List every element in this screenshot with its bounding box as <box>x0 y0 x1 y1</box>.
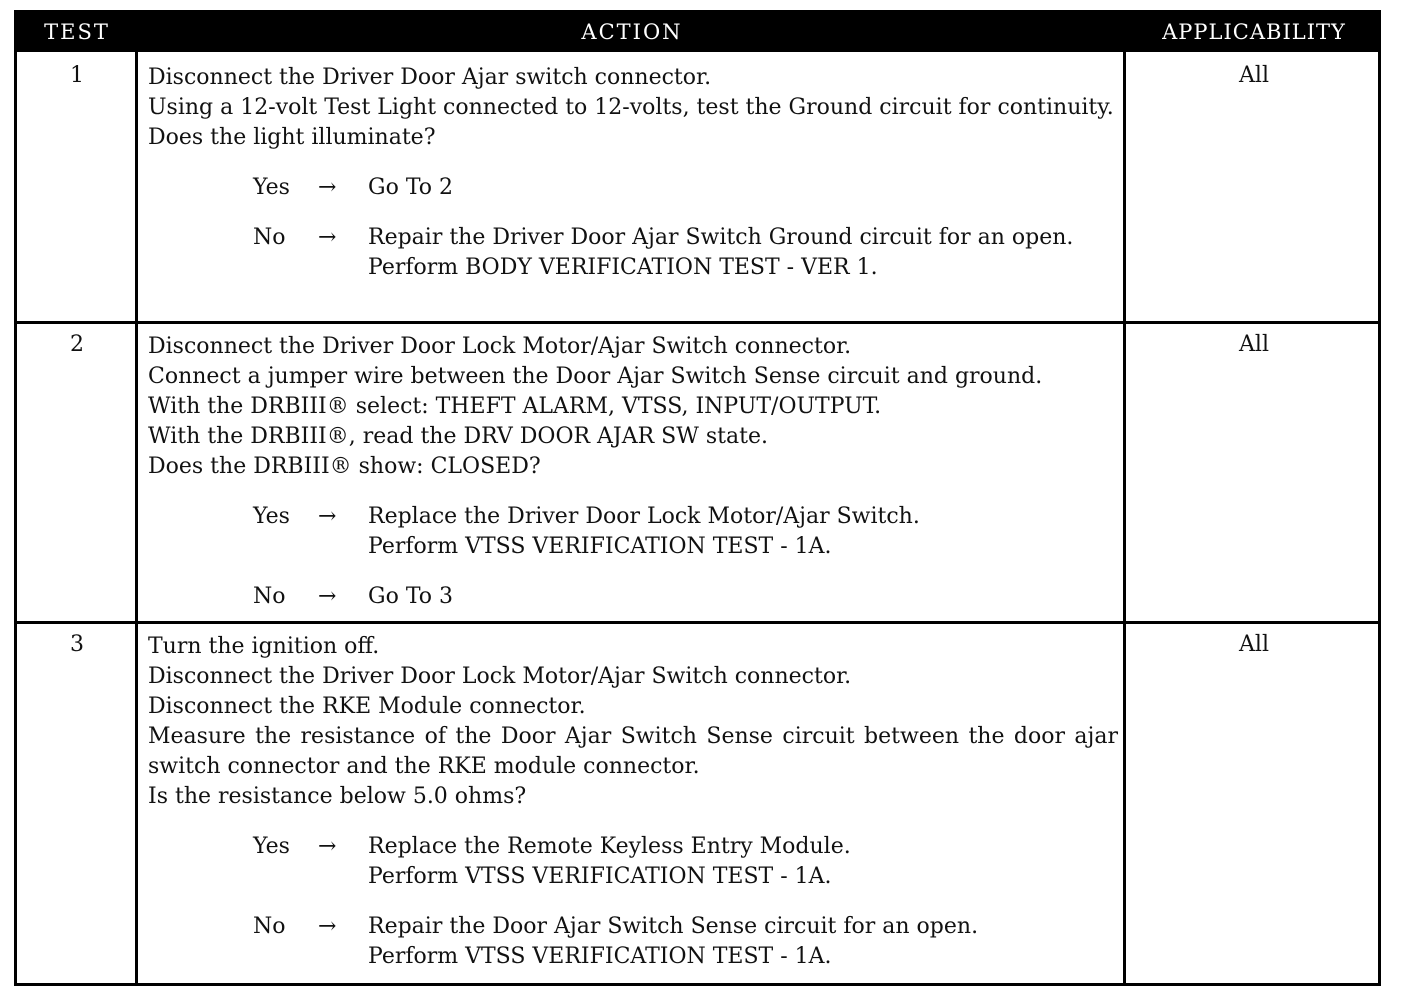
yes-result <box>148 173 1118 203</box>
action-line: Disconnect the Driver Door Lock Motor/Ajar Switch connector. <box>148 334 852 359</box>
result-text: Go To 3 <box>368 584 454 609</box>
result-text: Go To 2 <box>368 175 454 200</box>
no-result <box>148 912 1118 972</box>
applicability-cell: All <box>1239 632 1269 657</box>
table-row <box>17 624 1378 986</box>
action-line: Disconnect the Driver Door Ajar switch connector. <box>148 65 712 90</box>
no-label: No <box>253 914 286 939</box>
arrow-icon: → <box>318 225 337 250</box>
action-line: Using a 12-volt Test Light connected to 12-volts, test the Ground circuit for continuity. <box>148 95 1114 120</box>
no-label: No <box>253 584 286 609</box>
arrow-icon: → <box>318 175 337 200</box>
result-text: Perform VTSS VERIFICATION TEST - 1A. <box>368 864 832 889</box>
yes-label: Yes <box>253 834 290 859</box>
applicability-cell: All <box>1239 332 1269 357</box>
yes-result <box>148 502 1118 562</box>
action-line: Turn the ignition off. <box>148 634 380 659</box>
no-result <box>148 223 1118 283</box>
action-line: Measure the resistance of the Door Ajar Switch Sense circuit between the door ajar switch connector and the RKE module connector. <box>148 724 1118 779</box>
arrow-icon: → <box>318 914 337 939</box>
table-row <box>17 55 1378 321</box>
action-cell <box>148 632 1118 972</box>
header-test: TEST <box>44 20 110 44</box>
arrow-icon: → <box>318 584 337 609</box>
action-line: With the DRBIII® select: THEFT ALARM, VTSS, INPUT/OUTPUT. <box>148 394 882 419</box>
result-text: Repair the Driver Door Ajar Switch Ground circuit for an open. <box>368 225 1074 250</box>
action-line: With the DRBIII®, read the DRV DOOR AJAR SW state. <box>148 424 768 449</box>
result-text: Perform VTSS VERIFICATION TEST - 1A. <box>368 534 832 559</box>
result-text: Repair the Door Ajar Switch Sense circuit for an open. <box>368 914 979 939</box>
test-number: 3 <box>70 632 84 657</box>
action-line: Connect a jumper wire between the Door Ajar Switch Sense circuit and ground. <box>148 364 1043 389</box>
action-line: Does the light illuminate? <box>148 125 436 150</box>
action-line: Is the resistance below 5.0 ohms? <box>148 784 527 809</box>
table-header <box>17 13 1378 52</box>
diagnostic-test-table <box>14 10 1381 986</box>
action-cell <box>148 63 1118 283</box>
yes-label: Yes <box>253 175 290 200</box>
header-applicability: APPLICABILITY <box>1162 20 1346 44</box>
action-cell <box>148 332 1118 612</box>
result-text: Perform BODY VERIFICATION TEST - VER 1. <box>368 255 878 280</box>
action-line: Disconnect the RKE Module connector. <box>148 694 586 719</box>
no-result <box>148 582 1118 612</box>
arrow-icon: → <box>318 834 337 859</box>
result-text: Replace the Driver Door Lock Motor/Ajar Switch. <box>368 504 920 529</box>
header-action: ACTION <box>581 20 683 44</box>
arrow-icon: → <box>318 504 337 529</box>
yes-label: Yes <box>253 504 290 529</box>
result-text: Replace the Remote Keyless Entry Module. <box>368 834 851 859</box>
applicability-cell: All <box>1239 63 1269 88</box>
test-number: 2 <box>70 332 84 357</box>
table-row <box>17 324 1378 621</box>
result-text: Perform VTSS VERIFICATION TEST - 1A. <box>368 944 832 969</box>
action-line: Disconnect the Driver Door Lock Motor/Ajar Switch connector. <box>148 664 852 689</box>
yes-result <box>148 832 1118 892</box>
action-line: Does the DRBIII® show: CLOSED? <box>148 454 541 479</box>
test-number: 1 <box>70 63 84 88</box>
no-label: No <box>253 225 286 250</box>
